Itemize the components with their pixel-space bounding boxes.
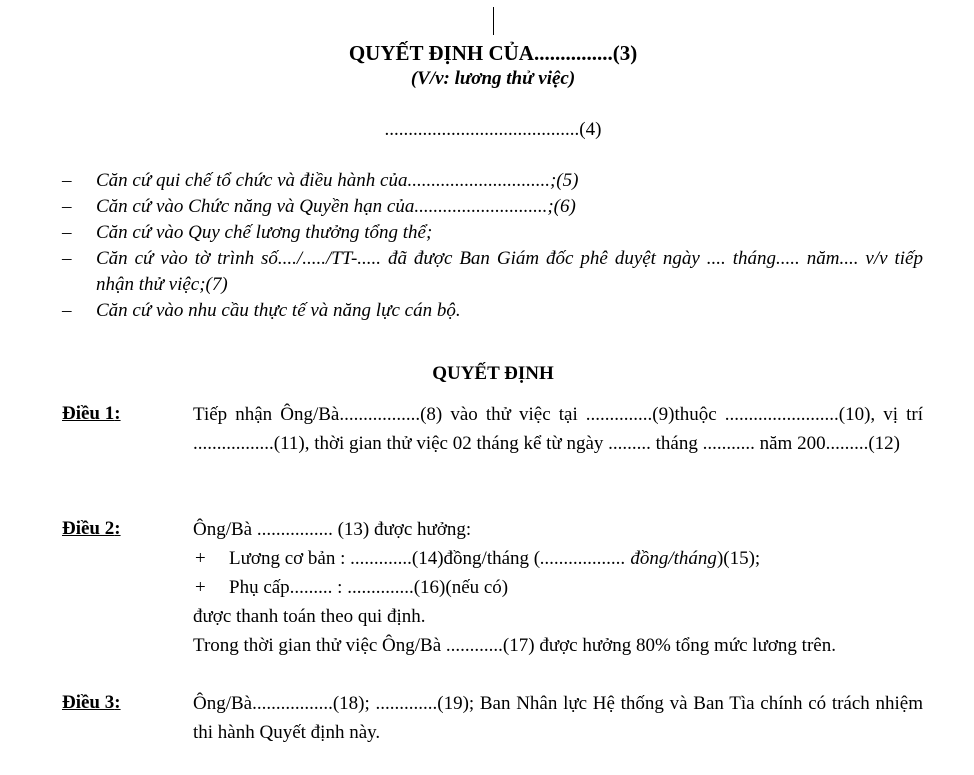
article-2 — [62, 515, 923, 660]
dash-bullet: – — [62, 222, 72, 243]
plus-bullet: + — [195, 577, 206, 598]
article-2-intro: Ông/Bà ................ (13) được hưởng: — [193, 519, 472, 540]
article-1-label: Điều 1: — [62, 403, 121, 424]
legal-basis-text: Căn cứ vào Chức năng và Quyền hạn của............................;(6) — [96, 196, 576, 217]
dash-bullet: – — [62, 170, 72, 191]
article-1-text: Tiếp nhận Ông/Bà.................(8) vào thử việc tại ..............(9)thuộc ........................(10), vị trí .................(11), thời gian thử việc 02 tháng kể từ ngày ......... tháng ........... năm 200.........(12) — [193, 404, 923, 454]
dash-bullet: – — [62, 196, 72, 217]
legal-basis-text: Căn cứ vào Quy chế lương thưởng tổng thể; — [96, 222, 433, 243]
issuer-line: .........................................(4) — [384, 119, 602, 140]
dash-bullet: – — [62, 248, 72, 269]
allowance-line: + Phụ cấp......... : ..............(16)(nếu có) — [193, 573, 923, 602]
article-3-label: Điều 3: — [62, 692, 121, 713]
article-3 — [62, 689, 923, 747]
document-subtitle: (V/v: lương thử việc) — [410, 68, 576, 89]
legal-basis-text: Căn cứ vào tờ trình số..../...../TT-..... đã được Ban Giám đốc phê duyệt ngày .... tháng..... năm.... v/v tiếp nhận thử việc;(7) — [96, 248, 923, 295]
article-1 — [62, 400, 923, 458]
legal-basis-item — [62, 246, 923, 298]
text-cursor — [493, 7, 494, 35]
legal-basis-item — [62, 194, 923, 220]
decision-heading: QUYẾT ĐỊNH — [432, 363, 554, 384]
article-3-text: Ông/Bà.................(18); .............(19); Ban Nhân lực Hệ thống và Ban Tìa chính có trách nhiệm thi hành Quyết định này. — [193, 693, 923, 743]
legal-bases-list — [62, 168, 923, 324]
plus-bullet: + — [195, 548, 206, 569]
legal-basis-text: Căn cứ qui chế tổ chức và điều hành của..............................;(5) — [96, 170, 579, 191]
payment-note: được thanh toán theo qui định. — [193, 606, 426, 627]
legal-basis-item — [62, 298, 923, 324]
probation-note: Trong thời gian thử việc Ông/Bà ............(17) được hưởng 80% tổng mức lương trên. — [193, 635, 836, 656]
dash-bullet: – — [62, 300, 72, 321]
document-title: QUYẾT ĐỊNH CỦA...............(3) — [348, 41, 638, 65]
legal-basis-item — [62, 168, 923, 194]
salary-line: + Lương cơ bản : .............(14)đồng/tháng (.................. đồng/tháng)(15); — [193, 544, 923, 573]
article-2-label: Điều 2: — [62, 518, 121, 539]
legal-basis-text: Căn cứ vào nhu cầu thực tế và năng lực cán bộ. — [96, 300, 461, 321]
legal-basis-item — [62, 220, 923, 246]
